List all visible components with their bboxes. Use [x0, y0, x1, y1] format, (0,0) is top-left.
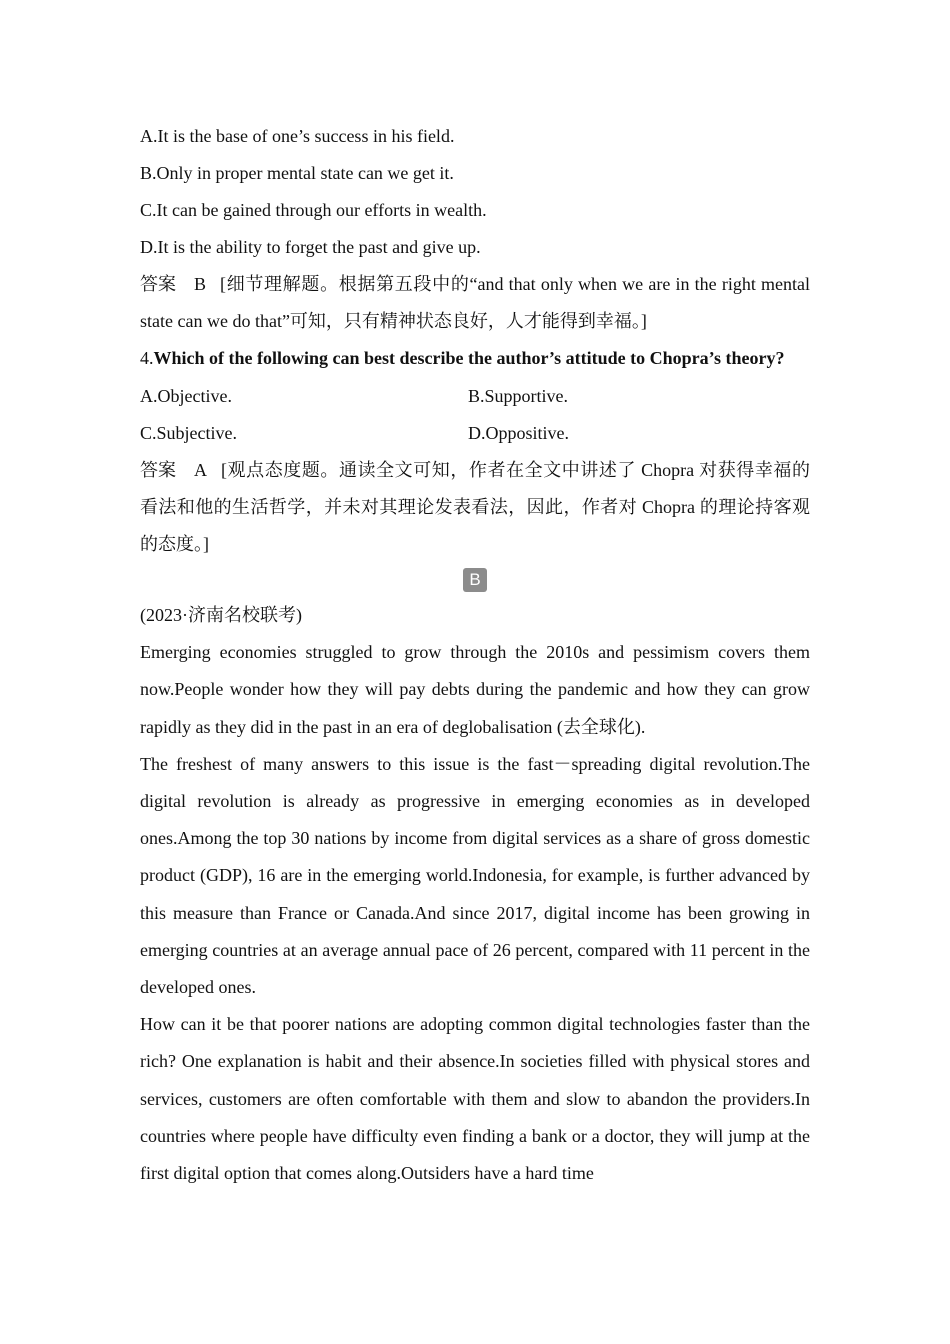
passage-source: (2023·济南名校联考) — [140, 605, 302, 626]
answer-letter: A — [194, 459, 207, 480]
answer-letter: B — [194, 274, 207, 294]
answer-explanation: [细节理解题。根据第五段中的“and that only when we are in the right mental state can we do that”可知，只有精神状态良好，人才能得到幸福。] — [140, 274, 810, 332]
document-page — [140, 118, 810, 1192]
q4-options-row-1 — [140, 378, 810, 415]
q3-answer — [140, 266, 810, 340]
answer-explanation: [观点态度题。通读全文可知，作者在全文中讲述了 Chopra 对获得幸福的看法和他的生活哲学，并未对其理论发表看法，因此，作者对 Chopra 的理论持客观的态度。] — [140, 459, 810, 555]
question-number: 4. — [140, 348, 154, 369]
q4-option-c: C.Subjective. — [140, 422, 237, 443]
section-header — [140, 563, 810, 597]
passage-paragraph-2: The freshest of many answers to this issue is the fast－spreading digital revolution.The digital revolution is already as progressive in emerging economies as in developed ones.Among the top 30 nations by income from digital services as a share of gross domestic product (GDP), 16 are in the emerging world.Indonesia, for example, is further advanced by this measure than France or Canada.And since 2017, digital income has been growing in emerging countries at an average annual pace of 26 percent, compared with 11 percent in the developed ones. — [140, 753, 810, 998]
q4-answer — [140, 452, 810, 564]
section-badge: B — [463, 568, 487, 592]
q3-option-b: B.Only in proper mental state can we get it. — [140, 163, 454, 183]
q4-option-a: A.Objective. — [140, 385, 232, 406]
passage-paragraph-3: How can it be that poorer nations are adopting common digital technologies faster than the rich? One explanation is habit and their absence.In societies filled with physical stores and services, customers are often comfortable with them and slow to abandon the providers.In countries where people have difficulty even finding a bank or a doctor, they will jump at the first digital option that comes along.Outsiders have a hard time — [140, 1014, 810, 1184]
answer-tag: 答案 — [140, 459, 176, 480]
q3-option-d: D.It is the ability to forget the past and give up. — [140, 237, 481, 257]
q4-option-d: D.Oppositive. — [468, 422, 569, 443]
answer-tag: 答案 — [140, 274, 176, 294]
passage-paragraph-1: Emerging economies struggled to grow through the 2010s and pessimism covers them now.People wonder how they will pay debts during the pandemic and how they can grow rapidly as they did in the past in an era of deglobalisation (去全球化). — [140, 642, 810, 737]
q4-option-b: B.Supportive. — [468, 385, 569, 406]
q4-stem — [140, 340, 810, 377]
q3-option-c: C.It can be gained through our efforts in wealth. — [140, 200, 487, 220]
q4-options-row-2 — [140, 415, 810, 452]
question-text: Which of the following can best describe the author’s attitude to Chopra’s theory? — [153, 348, 785, 369]
q3-option-a: A.It is the base of one’s success in his field. — [140, 126, 455, 146]
